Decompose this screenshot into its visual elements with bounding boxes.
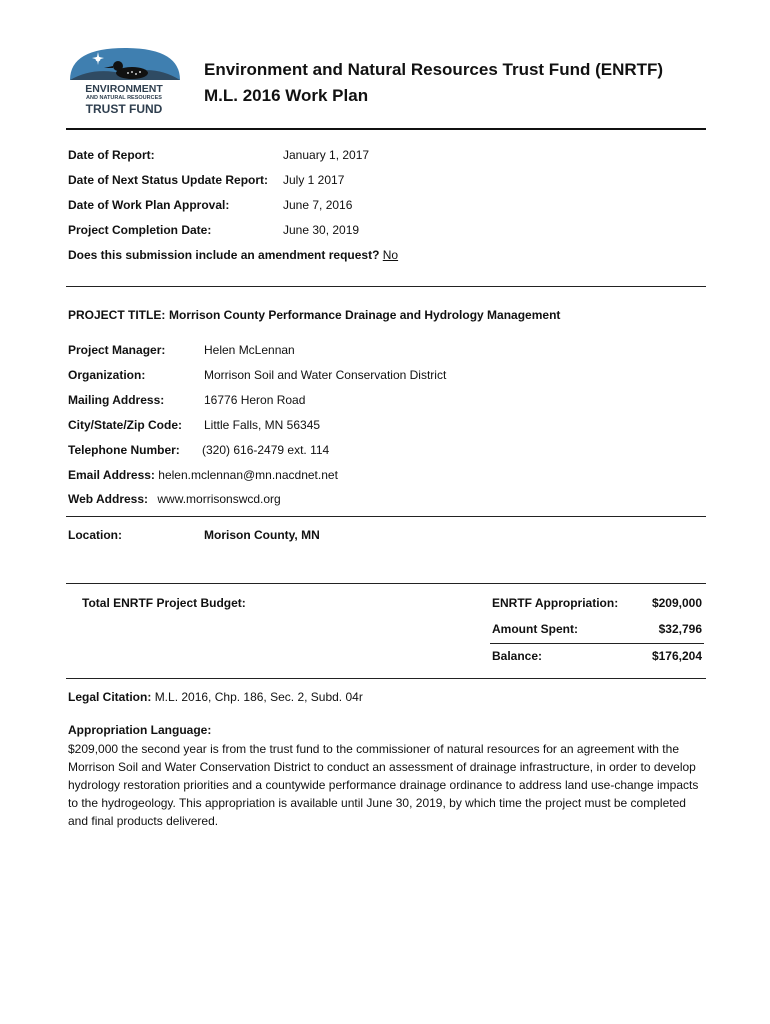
field-value: Little Falls, MN 56345: [204, 418, 321, 432]
budget-row-label: Amount Spent:: [492, 622, 578, 636]
field-label: Telephone Number:: [68, 443, 180, 457]
section-divider: [66, 286, 706, 287]
budget-row-value: $32,796: [658, 622, 702, 636]
budget-divider: [490, 643, 704, 644]
section-divider: [66, 678, 706, 679]
email-label: Email Address:: [68, 468, 155, 482]
logo-line2: AND NATURAL RESOURCES: [86, 95, 162, 101]
date-value: July 1 2017: [283, 173, 345, 187]
header-divider: [66, 128, 706, 130]
budget-row-label: ENRTF Appropriation:: [492, 596, 619, 610]
field-value: Morrison Soil and Water Conservation District: [204, 368, 447, 382]
field-label: Project Manager:: [68, 343, 166, 357]
logo-line3: TRUST FUND: [85, 102, 163, 116]
field-value: (320) 616-2479 ext. 114: [202, 443, 330, 457]
date-label: Date of Next Status Update Report:: [68, 173, 269, 187]
location-value: Morison County, MN: [204, 528, 320, 542]
date-label: Date of Work Plan Approval:: [68, 198, 230, 212]
budget-row-value: $176,204: [651, 649, 702, 663]
amendment-question: Does this submission include an amendment request?: [68, 248, 380, 262]
amendment-answer: No: [382, 248, 399, 262]
appropriation-text: $209,000 the second year is from the trust fund to the commissioner of natural resources for an agreement with the Morrison Soil and Water Conservation District to conduct an assessment of drainage infrastructure, in order to develop hydrology restoration priorities and a countywide performance drainage ordinance to address land use-change impacts to the hydrogeology. This appropriation is available until June 30, 2019, by which time the project must be completed and final products delivered.: [68, 742, 699, 828]
project-title-value: Morrison County Performance Drainage and Hydrology Management: [169, 308, 561, 322]
field-value: 16776 Heron Road: [204, 393, 306, 407]
field-value: Helen McLennan: [204, 343, 295, 357]
page-title-line2: M.L. 2016 Work Plan: [204, 86, 369, 105]
legal-line: [68, 690, 363, 705]
web-link[interactable]: www.morrisonswcd.org: [157, 492, 281, 506]
date-label: Date of Report:: [68, 148, 155, 162]
field-label: Organization:: [68, 368, 146, 382]
budget-row-value: $209,000: [651, 596, 702, 610]
field-label: Mailing Address:: [68, 393, 165, 407]
legal-label: Legal Citation:: [68, 690, 152, 704]
page-title-line1: Environment and Natural Resources Trust Fund (ENRTF): [204, 60, 664, 79]
date-value: January 1, 2017: [283, 148, 370, 162]
email-line: [68, 468, 338, 483]
enrtf-logo: [64, 44, 186, 120]
project-title-label: PROJECT TITLE:: [68, 308, 166, 322]
location-label: Location:: [68, 528, 122, 542]
section-divider: [66, 583, 706, 584]
web-label: Web Address:: [68, 492, 149, 506]
date-value: June 30, 2019: [283, 223, 360, 237]
field-label: City/State/Zip Code:: [68, 418, 183, 432]
budget-label: Total ENRTF Project Budget:: [82, 596, 246, 610]
logo-line1: ENVIRONMENT: [85, 83, 163, 95]
appropriation-heading: Appropriation Language:: [68, 723, 212, 737]
date-value: June 7, 2016: [283, 198, 353, 212]
web-line: [68, 492, 281, 507]
amendment-line: [68, 248, 398, 263]
budget-row-label: Balance:: [492, 649, 543, 663]
email-link[interactable]: helen.mclennan@mn.nacdnet.net: [158, 468, 338, 482]
section-divider: [66, 516, 706, 517]
legal-value: M.L. 2016, Chp. 186, Sec. 2, Subd. 04r: [154, 690, 363, 704]
date-label: Project Completion Date:: [68, 223, 212, 237]
